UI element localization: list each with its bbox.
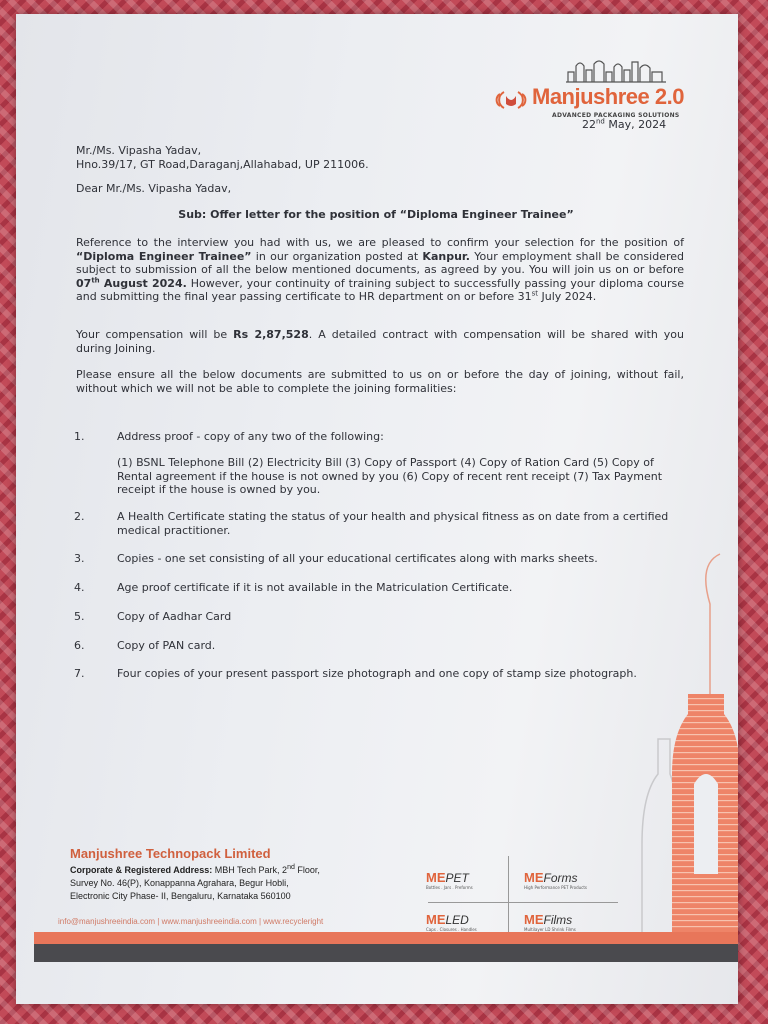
list-item-number: 7. [74, 667, 85, 680]
footer-dark-bar [34, 944, 738, 962]
footer-accent-bar [34, 932, 738, 944]
list-item-text: Four copies of your present passport size photograph and one copy of stamp size photograph. [117, 667, 637, 680]
brand-divider [428, 902, 618, 903]
bottle-graphic-icon [628, 544, 738, 974]
paragraph-documents: Please ensure all the below documents are submitted to us on or before the day of joining, without fail, without which we will not be able to complete the joining formalities: [76, 368, 684, 395]
list-item-number: 4. [74, 581, 85, 594]
list-item-number: 2. [74, 510, 85, 523]
subject-line: Sub: Offer letter for the position of “Diploma Engineer Trainee” [178, 208, 574, 221]
logo-tagline: ADVANCED PACKAGING SOLUTIONS [552, 112, 680, 119]
list-item-text: Copies - one set consisting of all your educational certificates along with marks sheets. [117, 552, 598, 565]
brand-me-films: MEFilms Multilayer LD Shrink Films [524, 912, 576, 932]
footer-links: info@manjushreeindia.com | www.manjushreeindia.com | www.recycleright [58, 917, 324, 926]
brand-me-led: MELED Caps . Closures . Handles [426, 912, 477, 932]
brand-me-forms: MEForms High Performance PET Products [524, 870, 588, 890]
salutation: Dear Mr./Ms. Vipasha Yadav, [76, 182, 232, 195]
list-item-number: 6. [74, 639, 85, 652]
footer-company-name: Manjushree Technopack Limited [70, 846, 271, 861]
list-item-text: Age proof certificate if it is not available in the Matriculation Certificate. [117, 581, 513, 594]
letter-date: 22nd May, 2024 [582, 117, 667, 131]
recipient-address: Hno.39/17, GT Road,Daraganj,Allahabad, UP 211006. [76, 157, 369, 171]
list-item-text: Address proof - copy of any two of the following: [117, 430, 384, 443]
list-item-text: (1) BSNL Telephone Bill (2) Electricity Bill (3) Copy of Passport (4) Copy of Ration Card (5) Copy of Rental agreement if the house is not owned by you (6) Copy of recent rent receipt (7) Tax Payment receipt if the house is owned by you. [117, 456, 663, 496]
paragraph-selection: Reference to the interview you had with us, we are pleased to confirm your selection for the position of “Diploma Engineer Trainee” in our organization posted at Kanpur. Your employment shall be considered subject to submission of all the below mentioned documents, as agreed by you. You will join us on or before 07th August 2024. However, your continuity of training subject to successfully passing your diploma course and submitting the final year passing certificate to HR department on or before 31st July 2024. [76, 236, 685, 303]
recipient-name: Mr./Ms. Vipasha Yadav, [76, 144, 202, 157]
list-item-number: 1. [74, 430, 85, 443]
list-item-text: Copy of Aadhar Card [117, 610, 232, 623]
paragraph-compensation: Your compensation will be Rs 2,87,528. A detailed contract with compensation will be shared with you during Joining. [76, 328, 684, 355]
footer-address: Corporate & Registered Address: MBH Tech Park, 2nd Floor, Survey No. 46(P), Konappanna Agrahara, Begur Hobli, Electronic City Phase- II, Bengaluru, Karnataka 560100 [70, 864, 320, 901]
logo-name: Manjushree 2.0 [532, 84, 684, 109]
recipient-block [76, 144, 369, 171]
list-item-number: 3. [74, 552, 85, 565]
letter-page [16, 14, 738, 1004]
list-item-number: 5. [74, 610, 85, 623]
brand-me-pet: MEPET Bottles . Jars . Preforms [426, 870, 473, 890]
skyline-icon [566, 58, 666, 84]
list-item-text: Copy of PAN card. [117, 639, 216, 652]
logo-mark-icon [494, 88, 528, 112]
list-item-text: A Health Certificate stating the status of your health and physical fitness as on date from a certified medical practitioner. [117, 510, 669, 537]
